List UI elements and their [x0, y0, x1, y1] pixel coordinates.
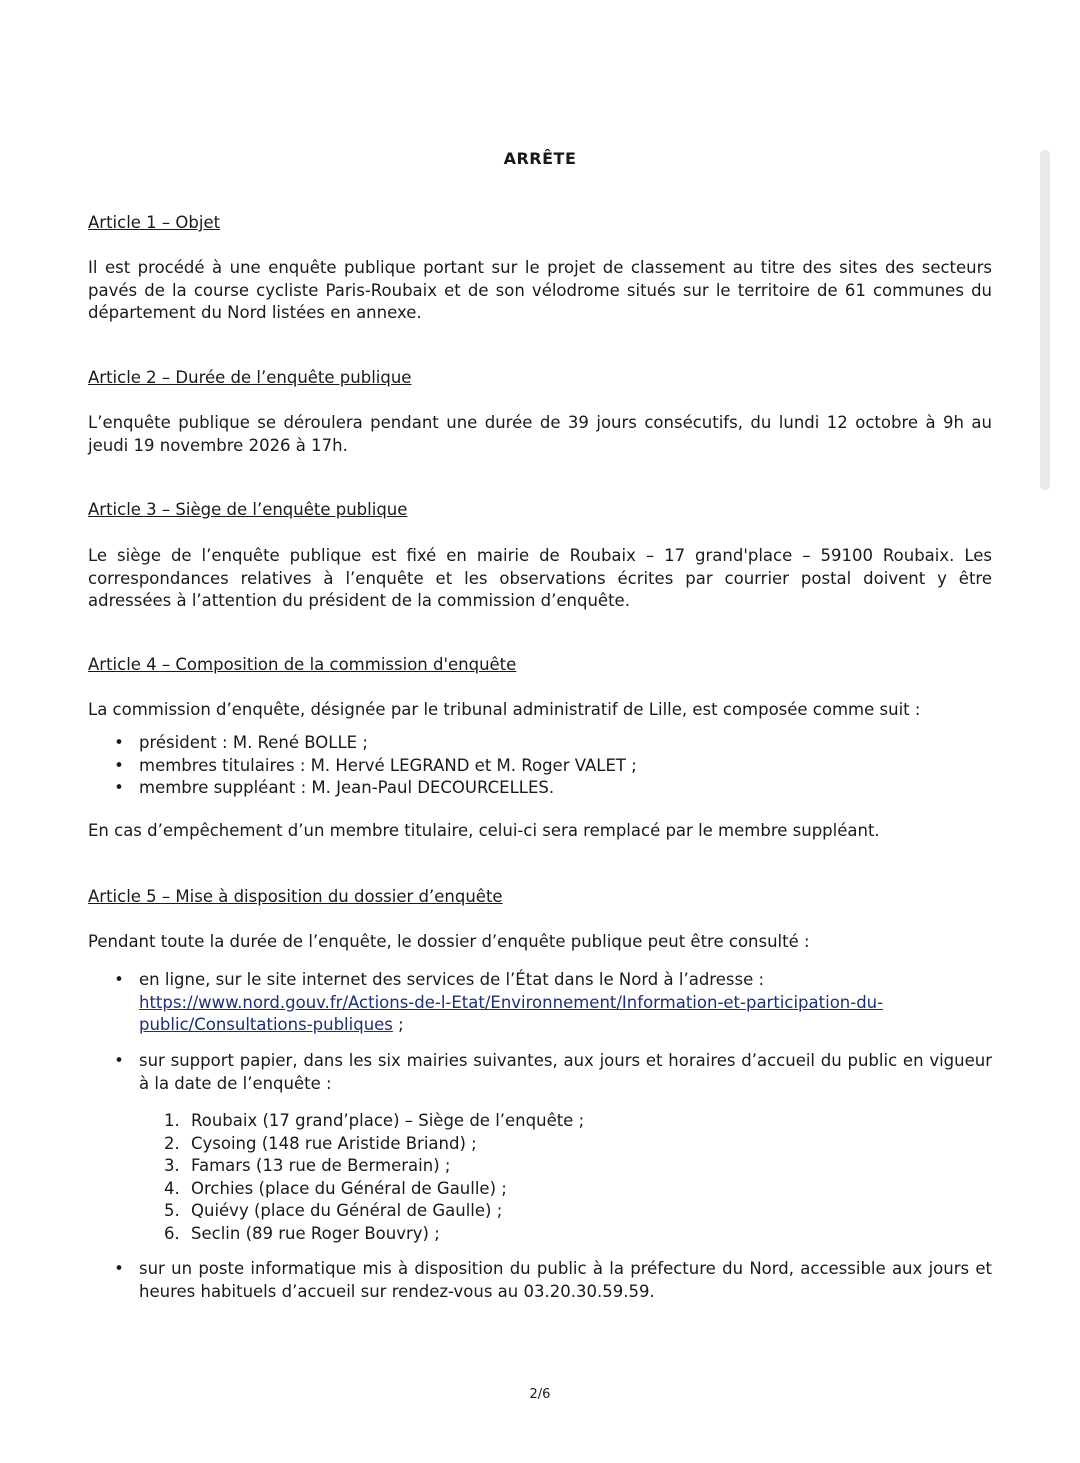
article-1-text: Il est procédé à une enquête publique portant sur le projet de classement au titre des sites des secteurs pavés de la course cycliste Paris-Roubaix et de son vélodrome situés sur le territoire de 61 communes du département du Nord listées en annexe. [88, 258, 992, 322]
computer-text: sur un poste informatique mis à disposition du public à la préfecture du Nord, accessible aux jours et heures habituels d’accueil sur rendez-vous au 03.20.30.59.59. [139, 1259, 992, 1301]
list-item [88, 1050, 992, 1095]
list-item: • membre suppléant : M. Jean-Paul DECOURCELLES. [88, 777, 992, 800]
commission-members-list [88, 732, 992, 800]
page-number: 2/6 [529, 1387, 551, 1402]
article-3-heading: Article 3 – Siège de l’enquête publique [88, 500, 408, 519]
consultation-computer-list [88, 1258, 992, 1303]
mairies-list [164, 1110, 992, 1245]
list-item: 6. Seclin (89 rue Roger Bouvry) ; [164, 1223, 440, 1243]
consultation-paper-list [88, 1050, 992, 1095]
consultation-link[interactable]: https://www.nord.gouv.fr/Actions-de-l-Etat/Environnement/Information-et-participation-du- public/Consultations-publiques [139, 992, 884, 1034]
list-item: • en ligne, sur le site internet des services de l’État dans le Nord à l’adresse : https://www.nord.gouv.fr/Actions-de-l-Etat/Environnement/Information-et-participation-du- public/Consultations-publiques ; [114, 970, 884, 1034]
article-2-heading: Article 2 – Durée de l’enquête publique [88, 368, 412, 387]
bullet-icon: • [114, 1051, 124, 1070]
paper-text: sur support papier, dans les six mairies suivantes, aux jours et horaires d’accueil du public en vigueur à la date de l’enquête : [139, 1051, 992, 1093]
list-item: • membres titulaires : M. Hervé LEGRAND et M. Roger VALET ; [88, 755, 992, 778]
article-4-intro: La commission d’enquête, désignée par le tribunal administratif de Lille, est composée comme suit : [88, 700, 921, 719]
online-text: en ligne, sur le site internet des services de l’État dans le Nord à l’adresse : [139, 970, 765, 989]
bullet-icon: • [114, 733, 124, 752]
bullet-icon: • [114, 970, 124, 989]
consultation-online-list [88, 969, 992, 1037]
bullet-icon: • [114, 755, 124, 775]
article-4-heading: Article 4 – Composition de la commission d'enquête [88, 655, 517, 674]
document-title: ARRÊTE [503, 149, 577, 168]
list-item: 3. Famars (13 rue de Bermerain) ; [164, 1156, 451, 1175]
list-item [88, 1258, 992, 1303]
article-2-text: L’enquête publique se déroulera pendant une durée de 39 jours consécutifs, du lundi 12 octobre à 9h au jeudi 19 novembre 2026 à 17h. [88, 413, 992, 455]
list-item: 4. Orchies (place du Général de Gaulle) ; [164, 1178, 507, 1198]
article-1-heading: Article 1 – Objet [88, 213, 221, 232]
list-item: 1. Roubaix (17 grand’place) – Siège de l’enquête ; [164, 1111, 585, 1130]
list-item: • président : M. René BOLLE ; [88, 732, 992, 755]
article-5-heading: Article 5 – Mise à disposition du dossier d’enquête [88, 887, 503, 906]
list-item: 5. Quiévy (place du Général de Gaulle) ; [164, 1201, 503, 1220]
article-5-intro: Pendant toute la durée de l’enquête, le dossier d’enquête publique peut être consulté : [88, 932, 810, 951]
article-3-text: Le siège de l’enquête publique est fixé en mairie de Roubaix – 17 grand'place – 59100 Roubaix. Les correspondances relatives à l’enquête et les observations écrites par courrier postal doivent y être adressées à l’attention du président de la commission d’enquête. [88, 546, 992, 610]
list-item: 2. Cysoing (148 rue Aristide Briand) ; [164, 1133, 477, 1153]
bullet-icon: • [114, 778, 124, 797]
bullet-icon: • [114, 1259, 124, 1278]
scrollbar[interactable] [1040, 150, 1050, 490]
article-4-note: En cas d’empêchement d’un membre titulaire, celui-ci sera remplacé par le membre suppléant. [88, 821, 880, 840]
